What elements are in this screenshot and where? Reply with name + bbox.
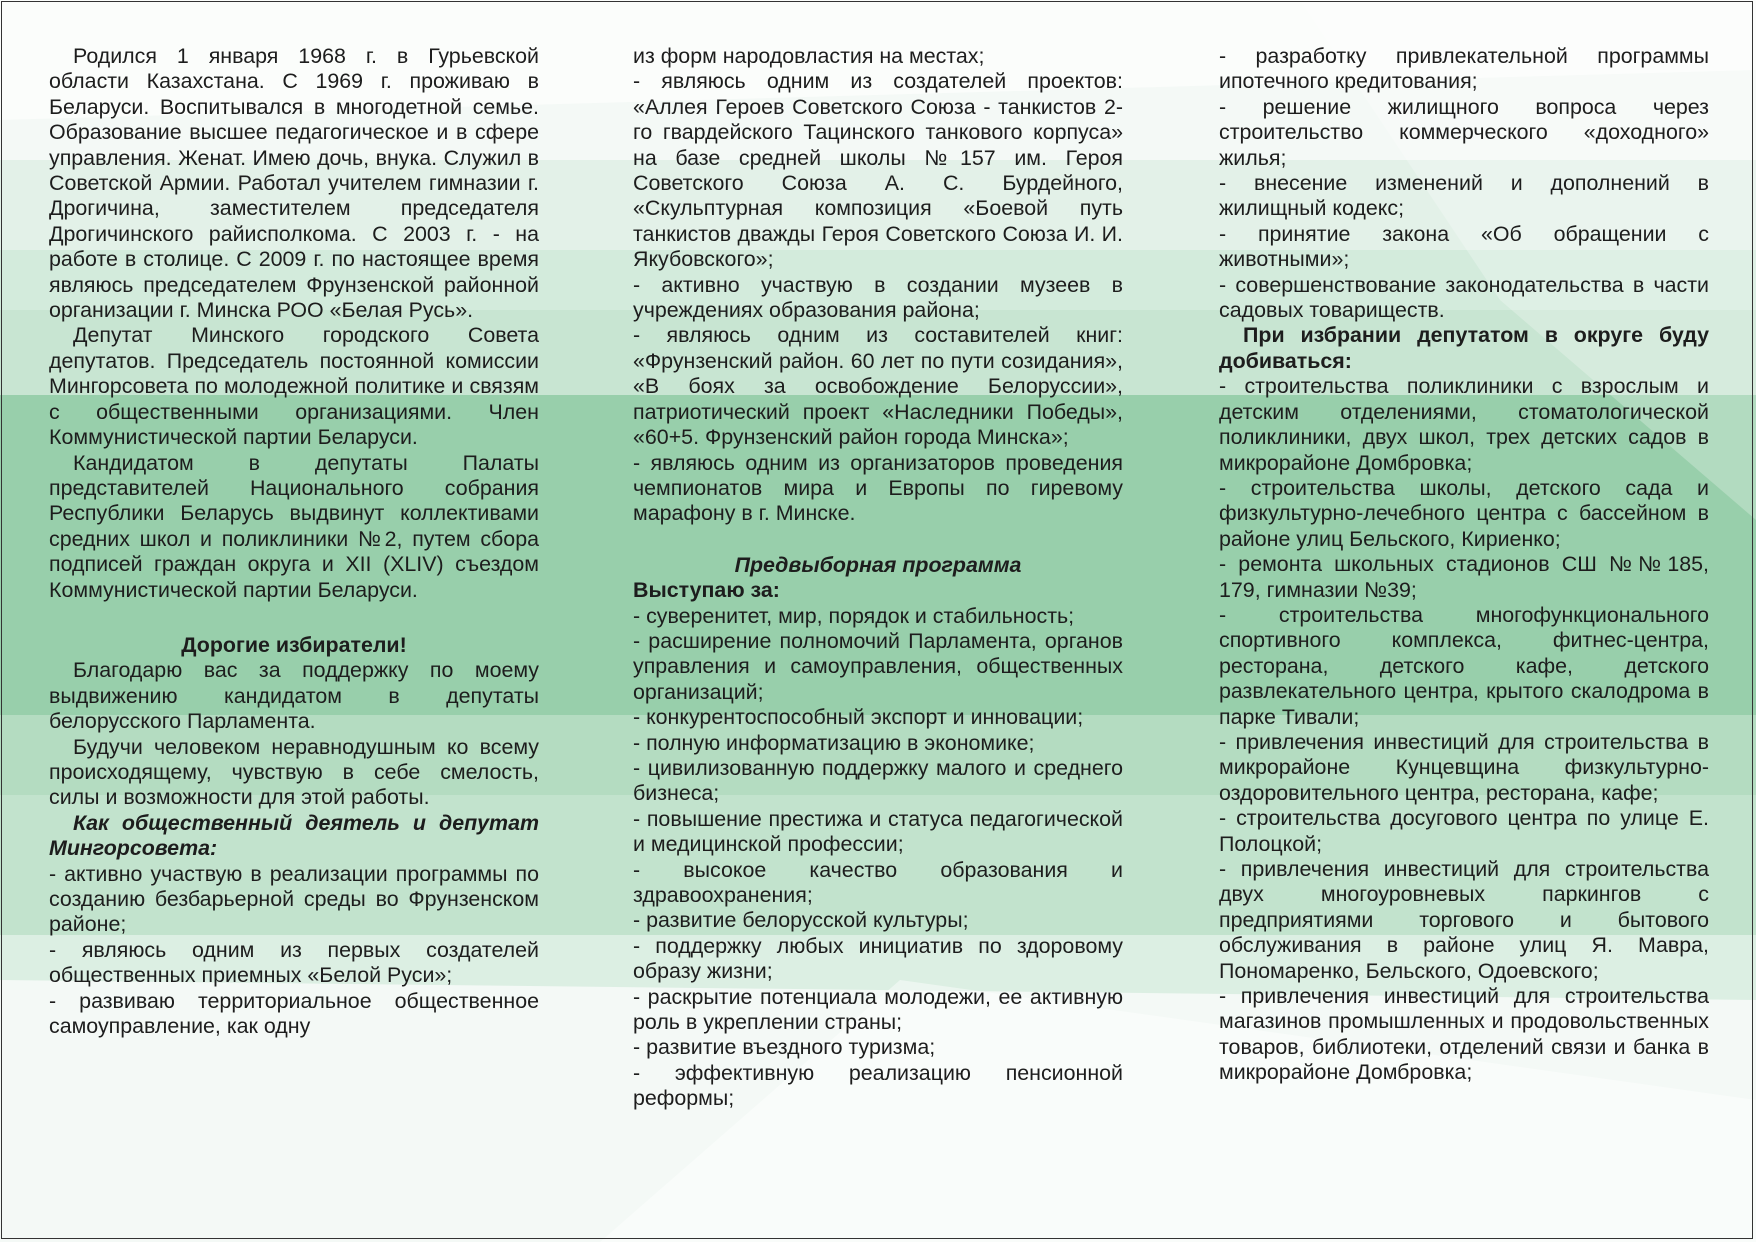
continuation-text: из форм народовластия на местах; (633, 44, 985, 68)
list-item: - развитие белорусской культуры; (633, 908, 969, 933)
list-item: - цивилизованную поддержку малого и среднего бизнеса; (633, 755, 1123, 806)
list-item: - являюсь одним из создателей проектов: «Аллея Героев Советского Союза - танкистов 2-го гвардейского Тацинского танкового корпуса» на базе средней школы №157 им. Героя Советского Союза А. С. Бурдейного, «Скульптурная композиция «Боевой путь танкистов дважды Героя Советского Союза И. И. Якубовского»; (633, 69, 1123, 272)
list-item: - высокое качество образования и здравоохранения; (633, 857, 1123, 907)
list-item: - решение жилищного вопроса через строительство коммерческого «доходного» жилья; (1219, 94, 1709, 170)
for-title: Выступаю за: (633, 578, 780, 603)
list-item: - строительства школы, детского сада и физкультурно-лечебного центра с бассейном в районе улиц Бельского, Кириенко; (1219, 475, 1709, 551)
list-item: - внесение изменений и дополнений в жилищный кодекс; (1219, 171, 1709, 221)
list-item: - ремонта школьных стадионов СШ №№185, 179, гимназии №39; (1219, 552, 1709, 602)
activist-heading: Как общественный деятель и депутат Мингорсовета: (49, 810, 539, 861)
list-item: - разработку привлекательной программы ипотечного кредитования; (1219, 44, 1709, 94)
list-item: - являюсь одним из составителей книг: «Фрунзенский район. 60 лет по пути созидания», «В боях за освобождение Белоруссии», патриотический проект «Наследники Победы», «60+5. Фрунзенский район города Минска»; (633, 323, 1123, 450)
thanks-paragraph: Благодарю вас за поддержку по моему выдвижению кандидатом в депутаты белорусского Парламента. (49, 658, 539, 734)
list-item: - принятие закона «Об обращении с животными»; (1219, 221, 1709, 272)
bio-paragraph: Родился 1 января 1968 г. в Гурьевской области Казахстана. С 1969 г. проживаю в Беларуси. Воспитывался в многодетной семье. Образование высшее педагогическое и в сфере управления. Женат. Имею дочь, внука. Служил в Советской Армии. Работал учителем гимназии г. Дрогичина, заместителем председателя Дрогичинского райисполкома. С 2003 г. - на работе в столице. С 2009 г. по настоящее время являюсь председателем Фрунзенской районной организации г. Минска РОО «Белая Русь». (49, 44, 539, 323)
list-item: - эффективную реализацию пенсионной реформы; (633, 1060, 1123, 1111)
being-paragraph: Будучи человеком неравнодушным ко всему происходящему, чувствую в себе смелость, силы и возможности для этой работы. (49, 734, 539, 810)
list-item: - развиваю территориальное общественное самоуправление, как одну (49, 988, 539, 1039)
list-item: - привлечения инвестиций для строительства двух многоуровневых паркингов с предприятиями торгового и бытового обслуживания в районе улиц Я. Мавра, Пономаренко, Бельского, Одоевского; (1219, 857, 1709, 983)
list-item: - привлечения инвестиций для строительства магазинов промышленных и продовольственных товаров, библиотеки, отделений связи и банка в микрорайоне Домбровка; (1219, 984, 1709, 1085)
greeting-title: Дорогие избиратели! (181, 632, 407, 657)
list-item: - являюсь одним из первых создателей общественных приемных «Белой Руси»; (49, 937, 539, 988)
list-item: - расширение полномочий Парламента, органов управления и самоуправления, общественных организаций; (633, 628, 1123, 704)
column-middle (633, 44, 1123, 1112)
list-item: - полную информатизацию в экономике; (633, 730, 1035, 755)
column-left (49, 44, 539, 1039)
program-title: Предвыборная программа (734, 552, 1022, 577)
column-right (1219, 44, 1709, 1086)
list-item: - привлечения инвестиций для строительства в микрорайоне Кунцевщина физкультурно-оздоровительного центра, ресторана, кафе; (1219, 729, 1709, 805)
list-item: - строительства поликлиники с взрослым и детским отделениями, стоматологической поликлиники, двух школ, трех детских садов в микрорайоне Домбровка; (1219, 374, 1709, 475)
list-item: - строительства многофункционального спортивного комплекса, фитнес-центра, ресторана, детского кафе, детского развлекательного центра, крытого скалодрома в парке Тивали; (1219, 602, 1709, 729)
candidate-paragraph: Кандидатом в депутаты Палаты представителей Национального собрания Республики Беларусь выдвинут коллективами средних школ и поликлиники №2, путем сбора подписей граждан округа и XII (XLIV) съездом Коммунистической партии Беларуси. (49, 450, 539, 602)
list-item: - совершенствование законодательства в части садовых товариществ. (1219, 272, 1709, 323)
list-item: - раскрытие потенциала молодежи, ее активную роль в укреплении страны; (633, 984, 1123, 1035)
list-item: - являюсь одним из организаторов проведения чемпионатов мира и Европы по гиревому марафону в г. Минске. (633, 450, 1123, 526)
list-item: - активно участвую в реализации программы по созданию безбарьерной среды во Фрунзенском районе; (49, 861, 539, 937)
district-heading: При избрании депутатом в округе буду добиваться: (1219, 323, 1709, 373)
list-item: - повышение престижа и статуса педагогической и медицинской профессии; (633, 806, 1123, 857)
list-item: - поддержку любых инициатив по здоровому образу жизни; (633, 933, 1123, 984)
list-item: - суверенитет, мир, порядок и стабильность; (633, 603, 1075, 628)
deputy-paragraph: Депутат Минского городского Совета депутатов. Председатель постоянной комиссии Мингорсовета по молодежной политике и связям с общественными организациями. Член Коммунистической партии Беларуси. (49, 323, 539, 450)
list-item: - строительства досугового центра по улице Е. Полоцкой; (1219, 806, 1709, 856)
list-item: - активно участвую в создании музеев в учреждениях образования района; (633, 272, 1123, 323)
list-item: - конкурентоспособный экспорт и инновации; (633, 705, 1084, 730)
list-item: - развитие въездного туризма; (633, 1035, 936, 1060)
